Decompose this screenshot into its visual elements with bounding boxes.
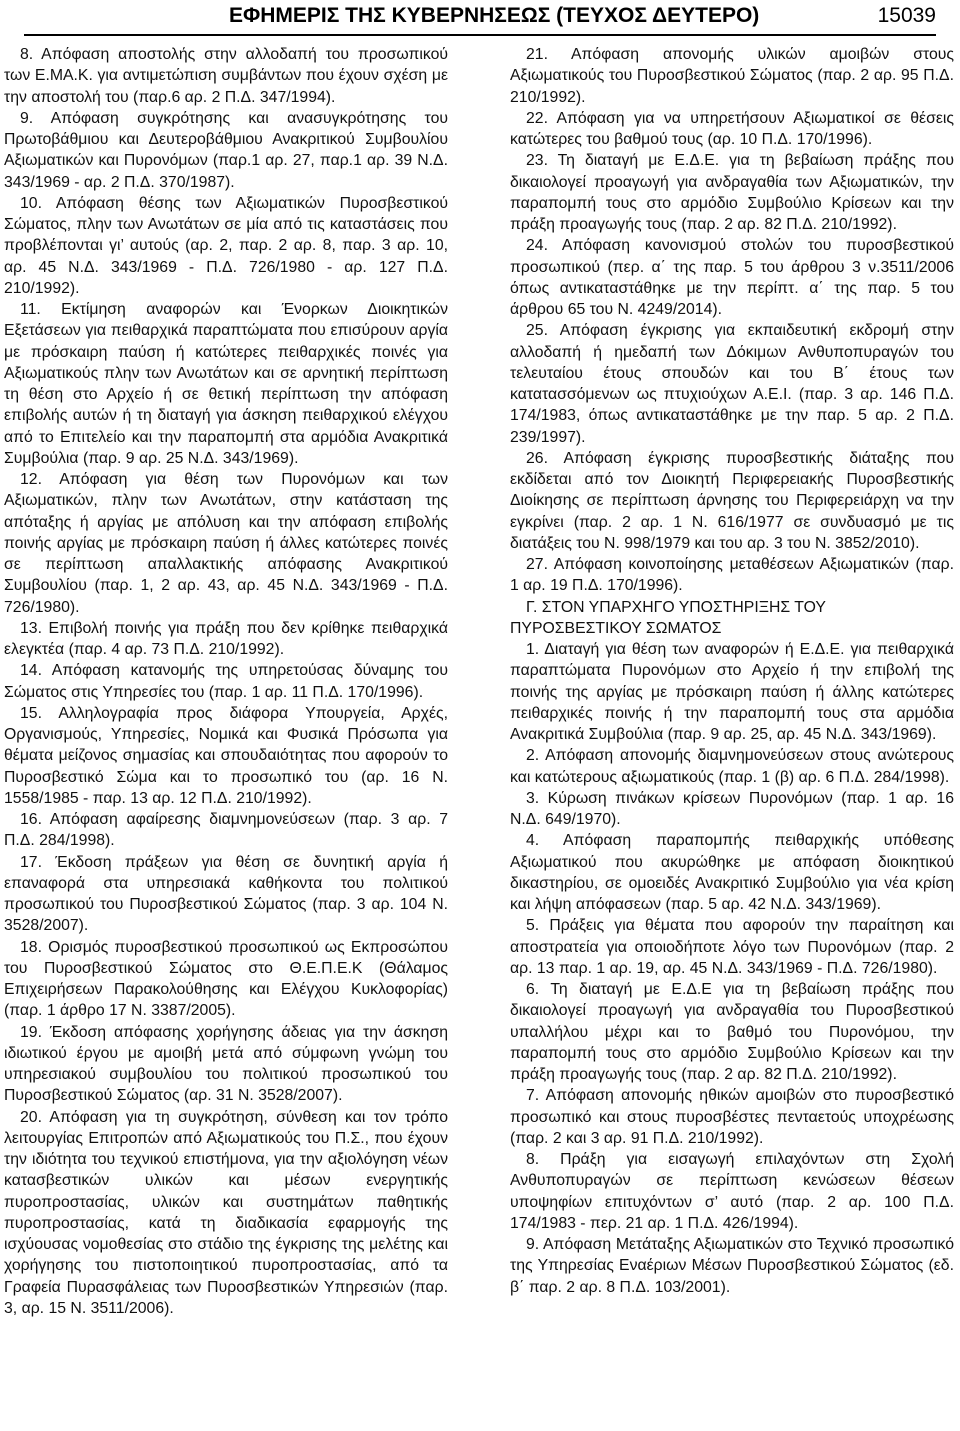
paragraph-c3: 3. Κύρωση πινάκων κρίσεων Πυρονόμων (παρ. 1 αρ. 16 Ν.Δ. 649/1970). (510, 789, 954, 828)
left-column (4, 44, 448, 1319)
right-column (510, 44, 954, 1298)
paragraph-21: 21. Απόφαση απονομής υλικών αμοιβών στους Αξιωματικούς του Πυροσβεστικού Σώματος (παρ. 2 αρ. 95 Π.Δ. 210/1992). (510, 46, 954, 106)
paragraph-10: 10. Απόφαση θέσης των Αξιωματικών Πυροσβεστικού Σώματος, πλην των Ανωτάτων σε μία από τις καταστάσεις που προβλέπονται γι’ αυτούς (αρ. 2, παρ. 2 αρ. 8, παρ. 3 αρ. 10, αρ. 45 Ν.Δ. 343/1969 ‑ Π.Δ. 726/1980 ‑ αρ. 127 Π.Δ. 210/1992). (4, 194, 448, 297)
paragraph-14: 14. Απόφαση κατανομής της υπηρετούσας δύναμης του Σώματος στις Υπηρεσίες του (παρ. 1 αρ. 11 Π.Δ. 170/1996). (4, 662, 448, 701)
paragraph-8: 8. Απόφαση αποστολής στην αλλοδαπή του προσωπικού των Ε.ΜΑ.Κ. για αντιμετώπιση συμβάντων που έχουν σχέση με την αποστολή του (παρ.6 αρ. 2 Π.Δ. 347/1994). (4, 46, 448, 106)
paragraph-22: 22. Απόφαση για να υπηρετήσουν Αξιωματικοί σε θέσεις κατώτερες του βαθμού τους (αρ. 10 Π.Δ. 170/1996). (510, 109, 954, 148)
paragraph-c1: 1. Διαταγή για θέση των αναφορών ή Ε.Δ.Ε. για πειθαρχικά παραπτώματα Πυρονόμων στο Αρχείο ή την επιβολή της ποινής της αργίας με πρόσκαιρη παύση ή άλλης κατώτερες πειθαρχικές ποινής ή την παραπομπή τους στα αρμόδια Ανακριτικά Συμβούλια (παρ. 9 αρ. 25, αρ. 45 Ν.Δ. 343/1969). (510, 641, 954, 743)
paragraph-c8: 8. Πράξη για εισαγωγή επιλαχόντων στη Σχολή Ανθυποπυραγών σε περίπτωση κενώσεων θέσεων υποψηφίων επιτυχόντων σ’ αυτό (παρ. 2 αρ. 100 Π.Δ. 174/1983 ‑ περ. 21 αρ. 1 Π.Δ. 426/1994). (510, 1151, 954, 1232)
paragraph-11: 11. Εκτίμηση αναφορών και Ένορκων Διοικητικών Εξετάσεων για πειθαρχικά παραπτώματα που επισύρουν αργία με πρόσκαιρη παύση ή κατώτερες πειθαρχικές ποινές για Αξιωματικούς πλην των Ανωτάτων και σε αρνητική περίπτωση τη θέση στο Αρχείο ή σε θετική περίπτωση την απόφαση επιβολής αυτών ή τη διαταγή για άσκηση πειθαρχικού ελέγχου από το Επιτελείο και την παραπομπή στα αρμόδια Ανακριτικά Συμβούλια (παρ. 9 αρ. 25 Ν.Δ. 343/1969). (4, 301, 448, 467)
section-heading-c: Γ. ΣΤΟΝ ΥΠΑΡΧΗΓΟ ΥΠΟΣΤΗΡΙΞΗΣ ΤΟΥ ΠΥΡΟΣΒΕΣΤΙΚΟΥ ΣΩΜΑΤΟΣ (510, 598, 826, 637)
paragraph-c5: 5. Πράξεις για θέματα που αφορούν την παραίτηση και αποστρατεία για οποιοδήποτε λόγο των Πυρονόμων (παρ. 2 αρ. 13 παρ. 1 αρ. 19, αρ. 45 Ν.Δ. 343/1969 ‑ Π.Δ. 726/1980). (510, 917, 954, 977)
paragraph-25: 25. Απόφαση έγκρισης για εκπαιδευτική εκδρομή στην αλλοδαπή ή ημεδαπή των Δόκιμων Ανθυποπυραγών του τελευταίου έτους σπουδών και του Β΄ έτους των κατατασσόμενων ως πτυχιούχων Α.Ε.Ι. (παρ. 3 αρ. 146 Π.Δ. 174/1983, όπως αντικαταστάθηκε με την παρ. 5 αρ. 2 Π.Δ. 239/1997). (510, 322, 954, 446)
paragraph-16: 16. Απόφαση αφαίρεσης διαμνημονεύσεων (παρ. 3 αρ. 7 Π.Δ. 284/1998). (4, 811, 448, 850)
paragraph-c9: 9. Απόφαση Μετάταξης Αξιωματικών στο Τεχνικό προσωπικό της Υπηρεσίας Εναέριων Μέσων Πυροσβεστικού Σώματος (εδ. β΄ παρ. 2 αρ. 8 Π.Δ. 103/2001). (510, 1236, 954, 1296)
page-number: 15039 (877, 4, 936, 27)
paragraph-c6: 6. Τη διαταγή με Ε.Δ.Ε για τη βεβαίωση πράξης που δικαιολογεί προαγωγή για ανδραγαθία του Πυροσβεστικού υπαλλήλου μέχρι και το βαθμό του Πυρονόμου, την παραπομπή τους στο αρμόδιο Συμβούλιο Κρίσεων και την πράξη προαγωγής τους (παρ. 2 αρ. 82 Π.Δ. 210/1992). (510, 981, 954, 1083)
paragraph-c7: 7. Απόφαση απονομής ηθικών αμοιβών στο πυροσβεστικό προσωπικό και στους πυροσβέστες πενταετούς υποχρέωσης (παρ. 2 και 3 αρ. 91 Π.Δ. 210/1992). (510, 1087, 954, 1147)
paragraph-c2: 2. Απόφαση απονομής διαμνημονεύσεων στους ανώτερους και κατώτερους αξιωματικούς (παρ. 1 (β) αρ. 6 Π.Δ. 284/1998). (510, 747, 954, 786)
paragraph-9: 9. Απόφαση συγκρότησης και ανασυγκρότησης του Πρωτοβάθμιου και Δευτεροβάθμιου Ανακριτικού Συμβουλίου Αξιωματικών και Πυρονόμων (παρ.1 αρ. 27, παρ.1 αρ. 39 Ν.Δ. 343/1969 ‑ αρ. 2 Π.Δ. 370/1987). (4, 109, 448, 191)
paragraph-26: 26. Απόφαση έγκρισης πυροσβεστικής διάταξης που εκδίδεται από τον Διοικητή Περιφερειακής Πυροσβεστικής Διοίκησης σε περίπτωση άρνησης του Περιφερειάρχη να την εγκρίνει (παρ. 2 αρ. 1 Ν. 616/1977 σε συνδυασμό με τις διατάξεις του Ν. 998/1979 και του αρ. 3 του Ν. 3852/2010). (510, 449, 954, 552)
paragraph-c4: 4. Απόφαση παραπομπής πειθαρχικής υπόθεσης Αξιωματικού που ακυρώθηκε με απόφαση διοικητικού δικαστηρίου, σε ομοειδές Ανακριτικό Συμβούλιο για νέα κρίση και λήψη απόφασεων (παρ. 5 αρ. 42 Ν.Δ. 343/1969). (510, 832, 954, 913)
page-header (24, 2, 936, 36)
paragraph-27: 27. Απόφαση κοινοποίησης μεταθέσεων Αξιωματικών (παρ. 1 αρ. 19 Π.Δ. 170/1996). (510, 556, 954, 595)
paragraph-19: 19. Έκδοση απόφασης χορήγησης άδειας για την άσκηση ιδιωτικού έργου με αμοιβή μετά από σύμφωνη γνώμη του υπηρεσιακού συμβουλίου του πολιτικού προσωπικού του Πυροσβεστικού Σώματος (αρ. 31 Ν. 3528/2007). (4, 1023, 448, 1105)
paragraph-20: 20. Απόφαση για τη συγκρότηση, σύνθεση και τον τρόπο λειτουργίας Επιτροπών από Αξιωματικούς του Π.Σ., που έχουν την ιδιότητα του τεχνικού επιστήμονα, για την αξιολόγηση νέων κατασβεστικών υλικών και μέσων ενεργητικής πυροπροστασίας, υλικών και συστημάτων παθητικής πυροπροστασίας, κατά τη διαδικασία εφαρμογής της ισχύουσας νομοθεσίας στο στάδιο της έγκρισης της μελέτης και χορήγησης του πιστοποιητικού πυροπροστασίας, από τα Γραφεία Πυρασφάλειας των Πυροσβεστικών Υπηρεσιών (παρ. 3, αρ. 15 Ν. 3511/2006). (4, 1108, 448, 1317)
paragraph-24: 24. Απόφαση κανονισμού στολών του πυροσβεστικού προσωπικού (περ. α΄ της παρ. 5 του άρθρου 3 ν.3511/2006 όπως αντικαταστάθηκε με την περίπτ. α΄ της παρ. 5 του άρθρου 65 του Ν. 4249/2014). (510, 237, 954, 318)
paragraph-17: 17. Έκδοση πράξεων για θέση σε δυνητική αργία ή επαναφορά στα υπηρεσιακά καθήκοντα του πολιτικού προσωπικού του Πυροσβεστικού Σώματος (παρ. 3 αρ. 104 Ν. 3528/2007). (4, 853, 448, 935)
paragraph-23: 23. Τη διαταγή με Ε.Δ.Ε. για τη βεβαίωση πράξης που δικαιολογεί προαγωγή για ανδραγαθία των Αξιωματικών, την παραπομπή τους στο αρμόδιο Συμβούλιο Κρίσεων και την πράξη προαγωγής τους (παρ. 2 αρ. 82 Π.Δ. 210/1992). (510, 152, 954, 233)
paragraph-18: 18. Ορισμός πυροσβεστικού προσωπικού ως Εκπροσώπου του Πυροσβεστικού Σώματος στο Θ.Ε.Π.Ε.Κ (Θάλαμος Επιχειρήσεων Παρακολούθησης και Ελέγχου Κυκλοφορίας) (παρ. 1 άρθρο 17 Ν. 3387/2005). (4, 938, 448, 1020)
gazette-title: ΕΦΗΜΕΡΙΣ ΤΗΣ ΚΥΒΕΡΝΗΣΕΩΣ (ΤΕΥΧΟΣ ΔΕΥΤΕΡΟ) (229, 4, 760, 27)
paragraph-13: 13. Επιβολή ποινής για πράξη που δεν κρίθηκε πειθαρχικά ελεγκτέα (παρ. 4 αρ. 73 Π.Δ. 210/1992). (4, 619, 448, 658)
paragraph-12: 12. Απόφαση για θέση των Πυρονόμων και των Αξιωματικών, πλην των Ανωτάτων, στην κατάσταση της απόταξης ή αργίας με απόλυση και την απόφαση επιβολής ποινής αργίας με πρόσκαιρη παύση ή άλλες κατώτερες ποινές σε περίπτωση απαλλακτικής απόφασης Ανακριτικού Συμβουλίου (παρ. 1, 2 αρ. 43, αρ. 45 Ν.Δ. 343/1969 ‑ Π.Δ. 726/1980). (4, 471, 448, 616)
paragraph-15: 15. Αλληλογραφία προς διάφορα Υπουργεία, Αρχές, Οργανισμούς, Υπηρεσίες, Νομικά και Φυσικά Πρόσωπα για θέματα μείζονος σημασίας και σπουδαιότητας που αφορούν το Πυροσβεστικό Σώμα και το προσωπικό του (αρ. 16 Ν. 1558/1985 ‑ παρ. 13 αρ. 12 Π.Δ. 210/1992). (4, 704, 448, 807)
